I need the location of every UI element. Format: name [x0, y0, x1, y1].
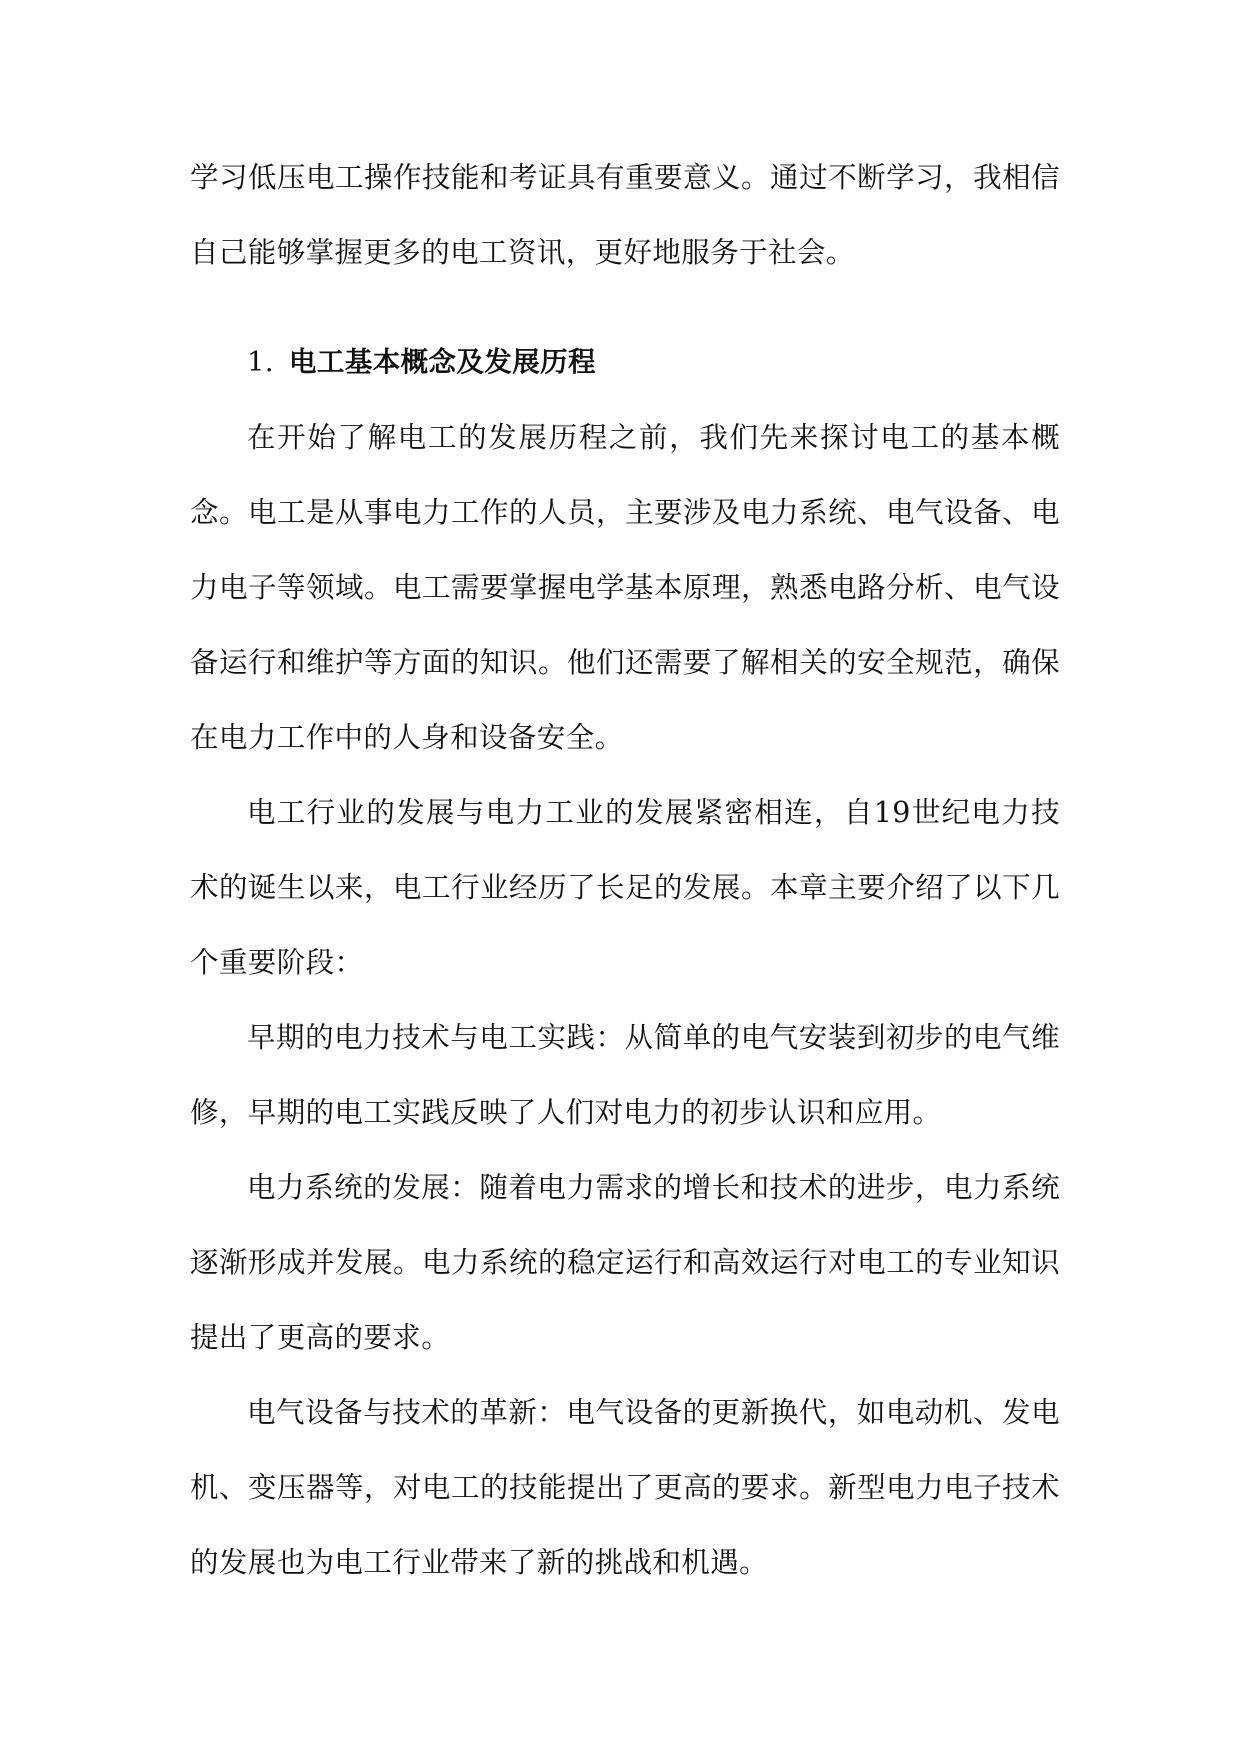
paragraph-equipment-innovation: 电气设备与技术的革新：电气设备的更新换代，如电动机、发电机、变压器等，对电工的技能提出了更高的要求。新型电力电子技术的发展也为电工行业带来了新的挑战和机遇。	[190, 1396, 1060, 1579]
paragraph-industry-development: 电工行业的发展与电力工业的发展紧密相连，自19世纪电力技术的诞生以来，电工行业经历了长足的发展。本章主要介绍了以下几个重要阶段：	[190, 796, 1060, 979]
section-heading	[190, 325, 1060, 400]
paragraph-basic-concept: 在开始了解电工的发展历程之前，我们先来探讨电工的基本概念。电工是从事电力工作的人员，主要涉及电力系统、电气设备、电力电子等领域。电工需要掌握电学基本原理，熟悉电路分析、电气设备运行和维护等方面的知识。他们还需要了解相关的安全规范，确保在电力工作中的人身和设备安全。	[190, 421, 1060, 754]
section-number: 1.	[247, 346, 275, 378]
section-title: 电工基本概念及发展历程	[289, 346, 596, 378]
paragraph-power-system: 电力系统的发展：随着电力需求的增长和技术的进步，电力系统逐渐形成并发展。电力系统的稳定运行和高效运行对电工的专业知识提出了更高的要求。	[190, 1171, 1060, 1354]
document-body	[190, 140, 1060, 1600]
spacer	[190, 290, 1060, 325]
intro-paragraph: 学习低压电工操作技能和考证具有重要意义。通过不断学习，我相信自己能够掌握更多的电工资讯，更好地服务于社会。	[190, 161, 1060, 269]
paragraph-early-practice: 早期的电力技术与电工实践：从简单的电气安装到初步的电气维修，早期的电工实践反映了人们对电力的初步认识和应用。	[190, 1021, 1060, 1129]
